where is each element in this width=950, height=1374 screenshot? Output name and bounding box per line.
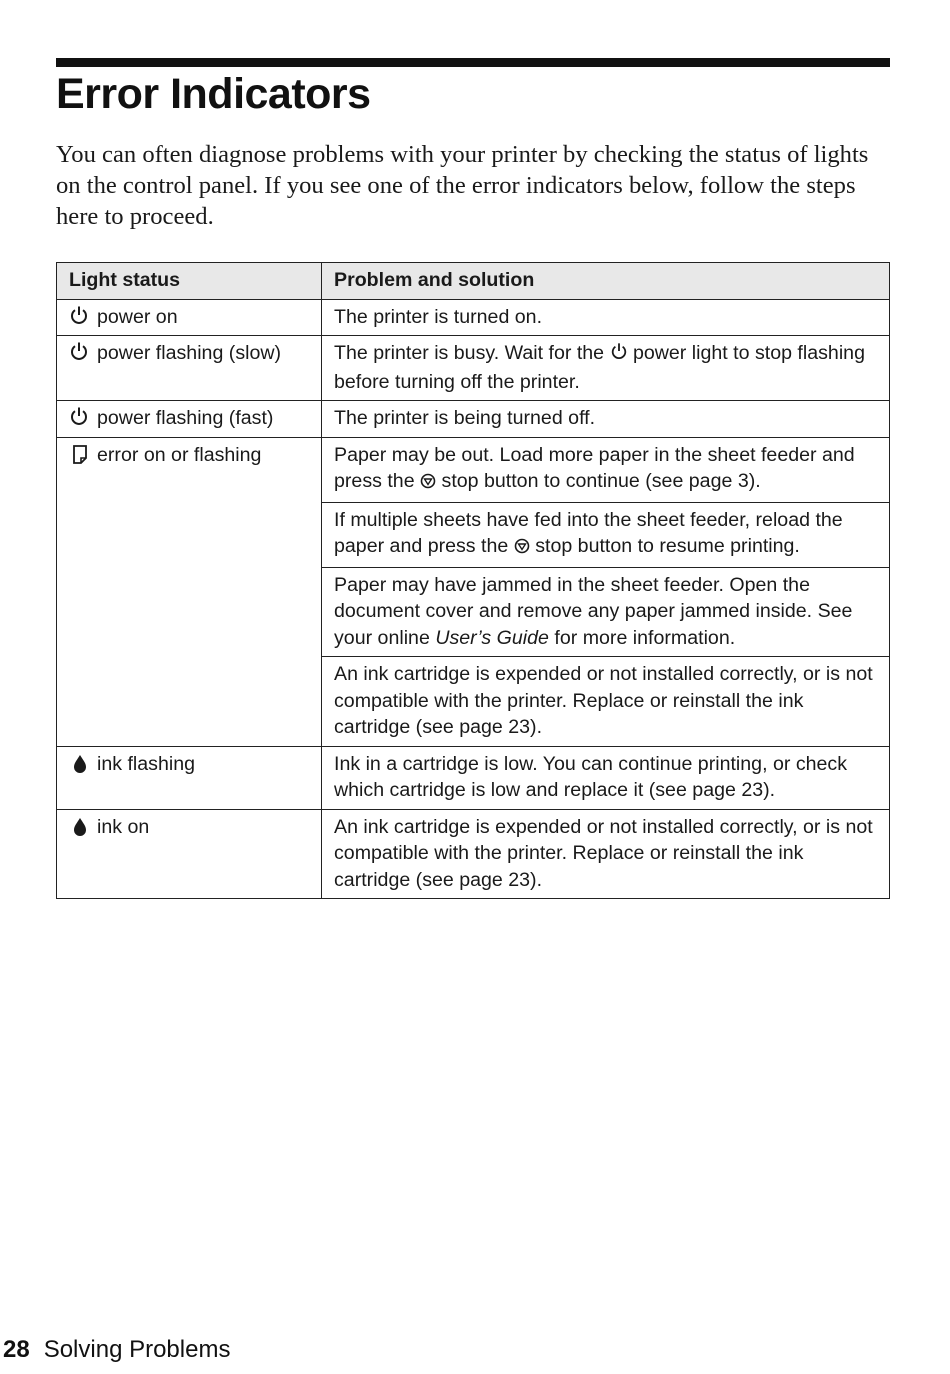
solution-text: The printer is busy. Wait for the power light to stop flashing before turning off the printer. — [322, 336, 890, 401]
page-number: 28 — [3, 1336, 30, 1363]
page-title: Error Indicators — [56, 70, 371, 118]
page-footer — [3, 1336, 230, 1364]
table-row — [57, 401, 890, 438]
section-title: Solving Problems — [43, 1336, 231, 1363]
solution-text: The printer is turned on. — [322, 299, 890, 336]
status-label: error on or flashing — [97, 443, 262, 466]
table-row — [57, 437, 890, 502]
stop-icon — [514, 535, 530, 562]
table-row — [57, 809, 890, 899]
solution-text: Paper may be out. Load more paper in the sheet feeder and press the stop button to continue (see page 3). — [322, 437, 890, 502]
solution-text: The printer is being turned off. — [322, 401, 890, 438]
solution-text: Paper may have jammed in the sheet feeder. Open the document cover and remove any paper jammed inside. See your online User’s Guide for more information. — [322, 567, 890, 657]
power-icon — [69, 304, 91, 328]
ink-drop-icon — [69, 751, 91, 775]
paper-error-icon — [69, 442, 91, 466]
table-header-row — [57, 263, 890, 300]
power-icon — [69, 340, 91, 364]
status-label: power flashing (fast) — [97, 407, 274, 429]
status-label: power on — [97, 305, 178, 328]
solution-text: An ink cartridge is expended or not installed correctly, or is not compatible with the printer. Replace or reinstall the ink cartridge (see page 23). — [322, 657, 890, 747]
power-icon — [610, 341, 628, 369]
header-problem-solution: Problem and solution — [322, 263, 890, 300]
table-row — [57, 299, 890, 336]
stop-icon — [420, 470, 436, 497]
solution-text: Ink in a cartridge is low. You can continue printing, or check which cartridge is low and replace it (see page 23). — [322, 746, 890, 809]
power-icon — [69, 405, 91, 429]
table-row — [57, 746, 890, 809]
solution-text: If multiple sheets have fed into the sheet feeder, reload the paper and press the stop button to resume printing. — [322, 502, 890, 567]
intro-paragraph: You can often diagnose problems with your printer by checking the status of lights on the control panel. If you see one of the error indicators below, follow the steps here to proceed. — [56, 141, 869, 230]
table-row — [57, 336, 890, 401]
header-light-status: Light status — [57, 263, 322, 300]
status-label: ink flashing — [97, 752, 196, 775]
ink-drop-icon — [69, 814, 91, 838]
status-label: ink on — [97, 815, 150, 838]
header-rule — [56, 58, 890, 67]
status-label: power flashing (slow) — [97, 342, 282, 364]
users-guide-title: User’s Guide — [435, 626, 549, 649]
solution-text: An ink cartridge is expended or not installed correctly, or is not compatible with the printer. Replace or reinstall the ink cartridge (see page 23). — [322, 809, 890, 899]
error-indicator-table — [56, 262, 890, 899]
